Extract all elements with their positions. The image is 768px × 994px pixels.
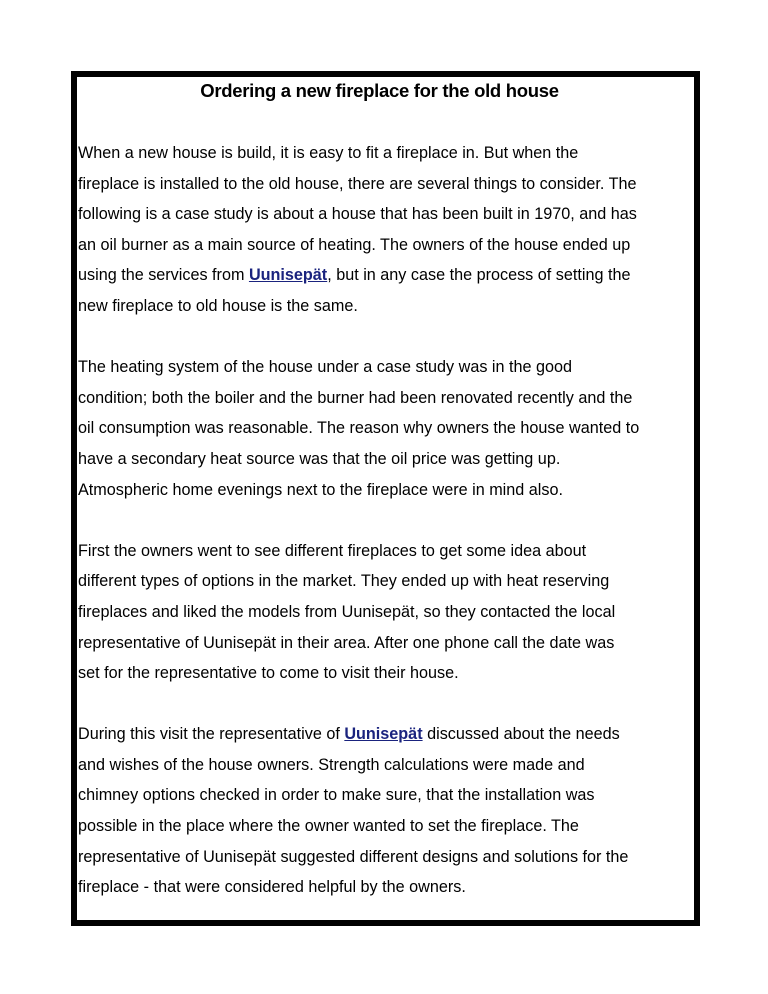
text-line: an oil burner as a main source of heating. The owners of the house ended up xyxy=(78,235,631,254)
uunisepat-link[interactable]: Uunisepät xyxy=(344,725,423,744)
text-line: representative of Uunisepät in their area. After one phone call the date was xyxy=(78,633,615,652)
text-line: different types of options in the market. They ended up with heat reserving xyxy=(78,572,610,591)
paragraph-2 xyxy=(78,352,690,505)
text-line: have a secondary heat source was that the oil price was getting up. xyxy=(78,449,561,468)
text-line: The heating system of the house under a case study was in the good xyxy=(78,358,573,377)
text-segment: During this visit the representative of xyxy=(78,725,345,744)
paragraph-4 xyxy=(78,719,690,903)
text-line xyxy=(78,260,690,291)
text-segment: discussed about the needs xyxy=(422,725,620,744)
text-line: fireplace - that were considered helpful by the owners. xyxy=(78,878,466,897)
text-segment: , but in any case the process of setting the xyxy=(327,266,631,285)
text-line: oil consumption was reasonable. The reason why owners the house wanted to xyxy=(78,419,640,438)
text-line xyxy=(78,719,690,750)
text-line: When a new house is build, it is easy to fit a fireplace in. But when the xyxy=(78,144,579,162)
paragraph-3 xyxy=(78,536,690,689)
text-line: fireplaces and liked the models from Uunisepät, so they contacted the local xyxy=(78,602,616,621)
text-line: and wishes of the house owners. Strength calculations were made and xyxy=(78,755,585,774)
text-line: following is a case study is about a house that has been built in 1970, and has xyxy=(78,205,637,224)
text-line: Atmospheric home evenings next to the fireplace were in mind also. xyxy=(78,480,563,499)
uunisepat-link[interactable]: Uunisepät xyxy=(248,266,328,285)
text-line: fireplace is installed to the old house, there are several things to consider. The xyxy=(78,174,637,193)
text-line: new fireplace to old house is the same. xyxy=(78,296,358,315)
text-line: possible in the place where the owner wanted to set the fireplace. The xyxy=(78,817,579,836)
text-line: set for the representative to come to visit their house. xyxy=(78,664,459,683)
text-segment: using the services from xyxy=(78,266,249,285)
document-title: Ordering a new fireplace for the old house xyxy=(200,80,559,101)
paragraph-1 xyxy=(78,138,690,322)
text-line: First the owners went to see different fireplaces to get some idea about xyxy=(78,541,587,560)
document-body xyxy=(78,138,690,933)
text-line: chimney options checked in order to make sure, that the installation was xyxy=(78,786,595,805)
text-line: condition; both the boiler and the burner had been renovated recently and the xyxy=(78,388,633,407)
text-line: representative of Uunisepät suggested different designs and solutions for the xyxy=(78,847,629,866)
